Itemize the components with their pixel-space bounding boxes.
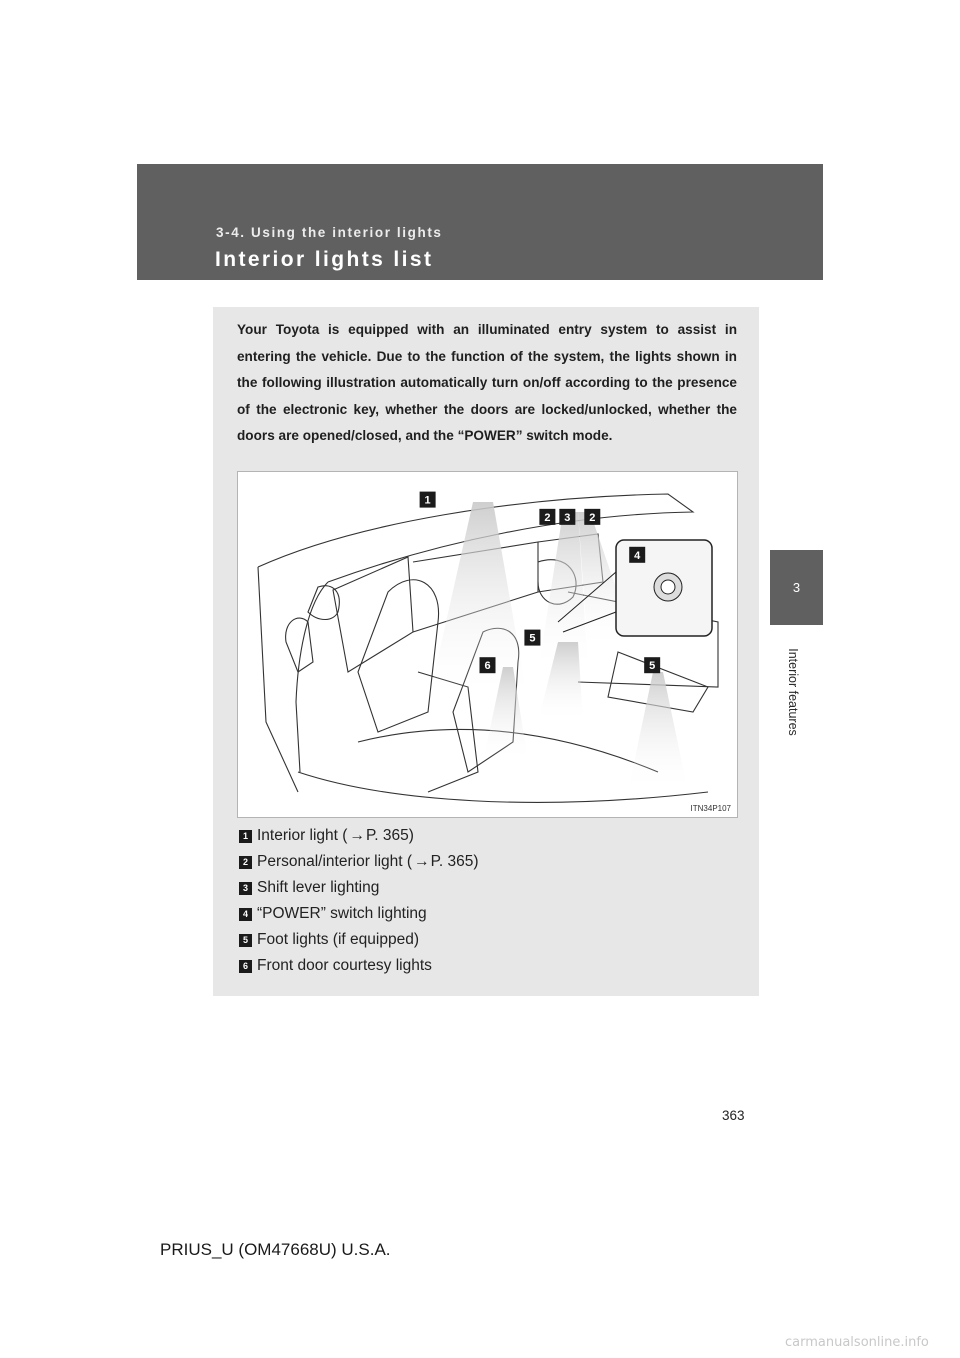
legend-item [239,901,739,927]
callout-marker [524,630,540,646]
legend-text: Foot lights (if equipped) [257,931,419,948]
callout-label: 4 [634,549,641,562]
callout-label: 2 [544,511,551,524]
content-box [213,307,759,996]
callout-marker [559,509,575,525]
callout-label: 1 [424,494,431,507]
legend-item [239,823,739,849]
callout-marker [644,657,660,673]
legend-item [239,927,739,953]
legend-number-badge: 2 [239,856,252,869]
callout-marker [420,492,436,508]
chapter-label [778,646,808,738]
car-interior-drawing [238,472,737,817]
callout-label: 2 [589,511,596,524]
legend-text: Personal/interior light ( [257,853,413,870]
legend-text: “POWER” switch lighting [257,905,427,922]
legend-item [239,875,739,901]
chapter-number: 3 [792,580,801,595]
page-reference-link[interactable]: P. 365 [430,853,474,870]
legend-item [239,849,739,875]
legend-text: Interior light ( [257,827,348,844]
callout-label: 5 [649,660,656,673]
callout-marker [480,657,496,673]
legend-number-badge: 1 [239,830,252,843]
intro-paragraph: Your Toyota is equipped with an illuminated entry system to assist in entering the vehicle. Due to the function of the system, the lights shown in the following illustration automatically turn on/off according to the presence of the electronic key, whether the doors are locked/unlocked, whether the doors are opened/closed, and the “POWER” switch mode. [237,322,737,443]
callout-marker [539,509,555,525]
callout-label: 6 [484,660,491,673]
chapter-tab[interactable] [770,550,823,625]
legend-list [239,823,739,979]
chapter-label-text: Interior features [786,648,801,736]
figure-code: ITN34P107 [690,804,731,813]
footer-document-id: PRIUS_U (OM47668U) U.S.A. [160,1240,391,1259]
legend-text-close: ) [473,853,479,870]
callout-label: 5 [529,632,536,645]
legend-text: Front door courtesy lights [257,957,432,974]
car-interior-illustration [237,471,738,818]
section-label: 3-4. Using the interior lights [216,225,443,240]
arrow-right-icon: → [349,827,365,844]
callout-label: 3 [564,511,571,524]
legend-number-badge: 3 [239,882,252,895]
watermark: carmanualsonline.info [785,1335,929,1350]
page-number: 363 [722,1108,745,1123]
callout-marker [584,509,600,525]
page-reference-link[interactable]: P. 365 [365,827,409,844]
header-band [137,164,823,280]
page-title: Interior lights list [215,248,434,271]
legend-number-badge: 4 [239,908,252,921]
legend-item [239,953,739,979]
legend-text-close: ) [408,827,414,844]
arrow-right-icon: → [414,853,430,870]
legend-text: Shift lever lighting [257,879,380,896]
callout-marker [629,547,645,563]
legend-number-badge: 6 [239,960,252,973]
legend-number-badge: 5 [239,934,252,947]
